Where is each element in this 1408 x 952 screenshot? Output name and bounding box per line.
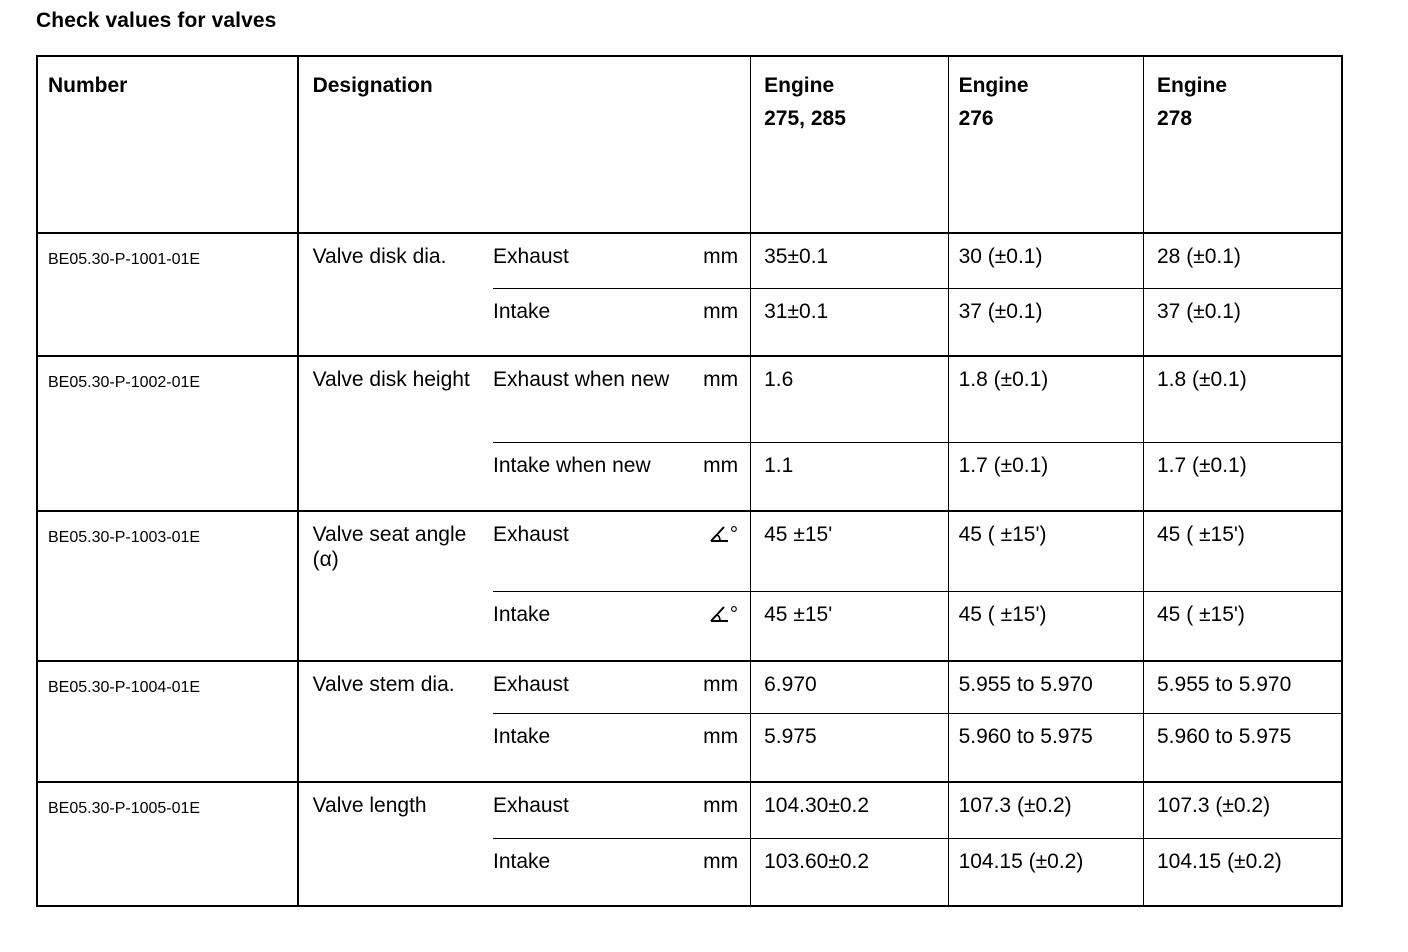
row-subtype: Exhaust	[493, 511, 686, 591]
row-value-engine-1: 31±0.1	[751, 288, 948, 356]
row-subtype: Intake	[493, 713, 686, 782]
degree-symbol: °	[729, 523, 739, 546]
row-value-engine-2: 5.960 to 5.975	[948, 713, 1143, 782]
row-value-engine-2: 37 (±0.1)	[948, 288, 1143, 356]
row-subtype: Intake	[493, 838, 686, 906]
row-subtype: Intake	[493, 591, 686, 661]
row-value-engine-1: 6.970	[751, 661, 948, 713]
table-row	[37, 356, 1342, 442]
row-unit: mm	[686, 442, 750, 511]
header-engine-3-label: Engine	[1157, 74, 1228, 97]
row-designation: Valve seat angle (α)	[298, 511, 493, 661]
row-value-engine-1: 35±0.1	[751, 233, 948, 288]
row-unit: mm	[686, 356, 750, 442]
header-designation: Designation	[298, 56, 751, 233]
row-value-engine-3: 104.15 (±0.2)	[1144, 838, 1343, 906]
row-designation: Valve stem dia.	[298, 661, 493, 782]
row-value-engine-2: 45 ( ±15')	[948, 511, 1143, 591]
table-row	[37, 782, 1342, 838]
page-title: Check values for valves	[36, 9, 277, 32]
row-unit: mm	[686, 713, 750, 782]
header-engine-3	[1144, 56, 1343, 233]
row-value-engine-1: 1.6	[751, 356, 948, 442]
header-engine-2-models: 276	[958, 107, 994, 130]
row-number: BE05.30-P-1004-01E	[37, 661, 298, 782]
row-value-engine-1: 45 ±15'	[751, 591, 948, 661]
row-value-engine-2: 30 (±0.1)	[948, 233, 1143, 288]
table-row	[37, 661, 1342, 713]
header-number: Number	[37, 56, 298, 233]
row-value-engine-2: 1.7 (±0.1)	[948, 442, 1143, 511]
row-value-engine-2: 5.955 to 5.970	[948, 661, 1143, 713]
row-designation: Valve disk dia.	[298, 233, 493, 356]
table-row	[37, 233, 1342, 288]
header-engine-1-label: Engine	[764, 74, 835, 97]
row-unit	[686, 591, 750, 661]
row-unit: mm	[686, 233, 750, 288]
row-value-engine-2: 45 ( ±15')	[948, 591, 1143, 661]
row-number: BE05.30-P-1003-01E	[37, 511, 298, 661]
row-value-engine-1: 104.30±0.2	[751, 782, 948, 838]
row-subtype: Exhaust when new	[493, 356, 686, 442]
row-value-engine-3: 28 (±0.1)	[1144, 233, 1343, 288]
row-value-engine-3: 45 ( ±15')	[1144, 511, 1343, 591]
header-engine-2	[948, 56, 1143, 233]
row-unit: mm	[686, 288, 750, 356]
header-engine-1	[751, 56, 948, 233]
row-value-engine-3: 45 ( ±15')	[1144, 591, 1343, 661]
row-value-engine-1: 103.60±0.2	[751, 838, 948, 906]
row-subtype: Exhaust	[493, 233, 686, 288]
row-value-engine-3: 1.8 (±0.1)	[1144, 356, 1343, 442]
row-value-engine-2: 107.3 (±0.2)	[948, 782, 1143, 838]
row-subtype: Intake when new	[493, 442, 686, 511]
angle-icon	[708, 525, 730, 543]
degree-symbol: °	[729, 602, 739, 626]
row-value-engine-3: 1.7 (±0.1)	[1144, 442, 1343, 511]
row-value-engine-1: 5.975	[751, 713, 948, 782]
row-value-engine-3: 37 (±0.1)	[1144, 288, 1343, 356]
angle-icon	[708, 605, 730, 623]
row-value-engine-2: 104.15 (±0.2)	[948, 838, 1143, 906]
row-unit: mm	[686, 782, 750, 838]
header-row	[37, 56, 1342, 233]
header-engine-3-models: 278	[1157, 107, 1193, 130]
row-designation: Valve disk height	[298, 356, 493, 511]
row-unit: mm	[686, 838, 750, 906]
row-value-engine-1: 1.1	[751, 442, 948, 511]
table-row	[37, 511, 1342, 591]
header-engine-1-models: 275, 285	[764, 107, 846, 130]
row-value-engine-3: 5.960 to 5.975	[1144, 713, 1343, 782]
row-subtype: Exhaust	[493, 782, 686, 838]
row-number: BE05.30-P-1005-01E	[37, 782, 298, 906]
row-subtype: Exhaust	[493, 661, 686, 713]
row-number: BE05.30-P-1001-01E	[37, 233, 298, 356]
row-unit: mm	[686, 661, 750, 713]
row-value-engine-2: 1.8 (±0.1)	[948, 356, 1143, 442]
row-subtype: Intake	[493, 288, 686, 356]
row-number: BE05.30-P-1002-01E	[37, 356, 298, 511]
row-designation: Valve length	[298, 782, 493, 906]
header-engine-2-label: Engine	[958, 74, 1029, 97]
row-value-engine-3: 107.3 (±0.2)	[1144, 782, 1343, 838]
row-unit	[686, 511, 750, 591]
row-value-engine-3: 5.955 to 5.970	[1144, 661, 1343, 713]
row-value-engine-1: 45 ±15'	[751, 511, 948, 591]
check-values-table	[36, 55, 1343, 907]
